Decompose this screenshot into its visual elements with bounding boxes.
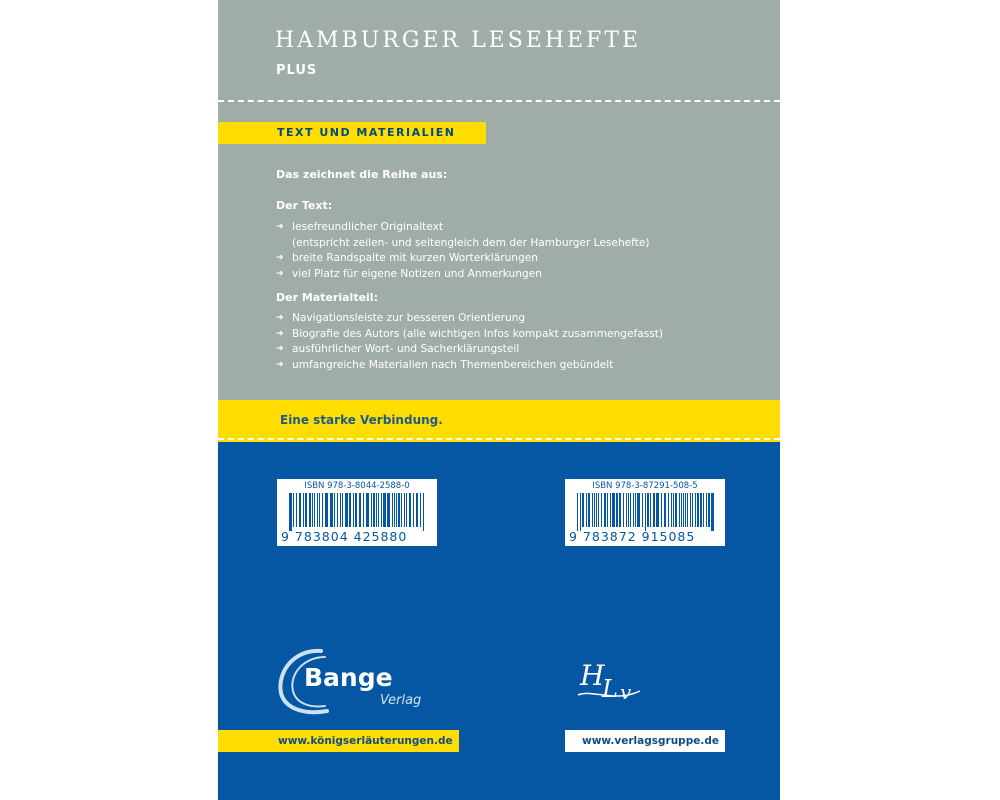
arrow-right-icon: ➔ <box>276 313 284 323</box>
list-item: ➔ Biografie des Autors (alle wichtigen Infos kompakt zusammengefasst) <box>276 327 756 343</box>
list-item: (entspricht zeilen- und seitengleich dem der Hamburger Lesehefte) <box>292 236 650 249</box>
barcode-2 <box>565 479 725 546</box>
material-section-title: Der Materialteil: <box>276 291 378 304</box>
svg-text:v: v <box>620 680 632 704</box>
slogan-text: Eine starke Verbindung. <box>280 413 443 427</box>
series-subtitle: PLUS <box>276 63 318 78</box>
barcode-digits: 9 783872 915085 <box>569 529 696 544</box>
series-title: HAMBURGER LESEHEFTE <box>275 28 642 53</box>
arrow-right-icon: ➔ <box>276 253 284 263</box>
isbn-label: ISBN 978-3-8044-2588-0 <box>304 481 410 491</box>
arrow-right-icon: ➔ <box>276 328 284 339</box>
svg-text:H: H <box>580 659 605 692</box>
hlv-logo <box>574 655 646 705</box>
list-item: ➔ lesefreundlicher Originaltext <box>276 220 756 236</box>
isbn-label: ISBN 978-3-87291-508-5 <box>592 481 698 491</box>
list-item: ➔ umfangreiche Materialien nach Themenbereichen gebündelt <box>276 358 756 374</box>
text-section-title: Der Text: <box>276 199 333 212</box>
arrow-right-icon: ➔ <box>276 359 284 370</box>
bange-wordmark: Bange <box>304 663 393 692</box>
bange-url-box[interactable] <box>218 730 459 752</box>
dashed-divider <box>218 100 780 102</box>
dashed-divider <box>218 438 780 440</box>
barcode-1 <box>277 479 437 546</box>
svg-text:L: L <box>602 675 618 703</box>
list-item: ➔ viel Platz für eigene Notizen und Anmerkungen <box>276 267 756 283</box>
list-item: ➔ Navigationsleiste zur besseren Orientierung <box>276 311 756 327</box>
bange-verlag-logo <box>275 645 435 715</box>
slogan-bar <box>218 400 780 442</box>
book-back-cover <box>218 0 780 800</box>
bange-url[interactable]: www.königserläuterungen.de <box>278 735 453 747</box>
list-item: ➔ breite Randspalte mit kurzen Worterklärungen <box>276 251 756 267</box>
series-tag <box>218 122 486 144</box>
hlv-url-box[interactable] <box>565 730 725 752</box>
hlv-monogram-icon <box>574 655 646 705</box>
material-feature-list <box>276 311 756 373</box>
hlv-url[interactable]: www.verlagsgruppe.de <box>582 735 719 747</box>
features-panel <box>218 0 780 400</box>
arrow-right-icon: ➔ <box>276 268 284 279</box>
series-tag-label: TEXT UND MATERIALIEN <box>277 126 456 139</box>
arrow-right-icon: ➔ <box>276 222 284 232</box>
bange-subtitle: Verlag <box>380 693 422 708</box>
features-intro: Das zeichnet die Reihe aus: <box>276 168 448 181</box>
text-feature-list <box>276 220 756 282</box>
barcode-digits: 9 783804 425880 <box>281 529 408 544</box>
list-item: ➔ ausführlicher Wort- und Sacherklärungsteil <box>276 342 756 358</box>
arrow-right-icon: ➔ <box>276 344 284 354</box>
